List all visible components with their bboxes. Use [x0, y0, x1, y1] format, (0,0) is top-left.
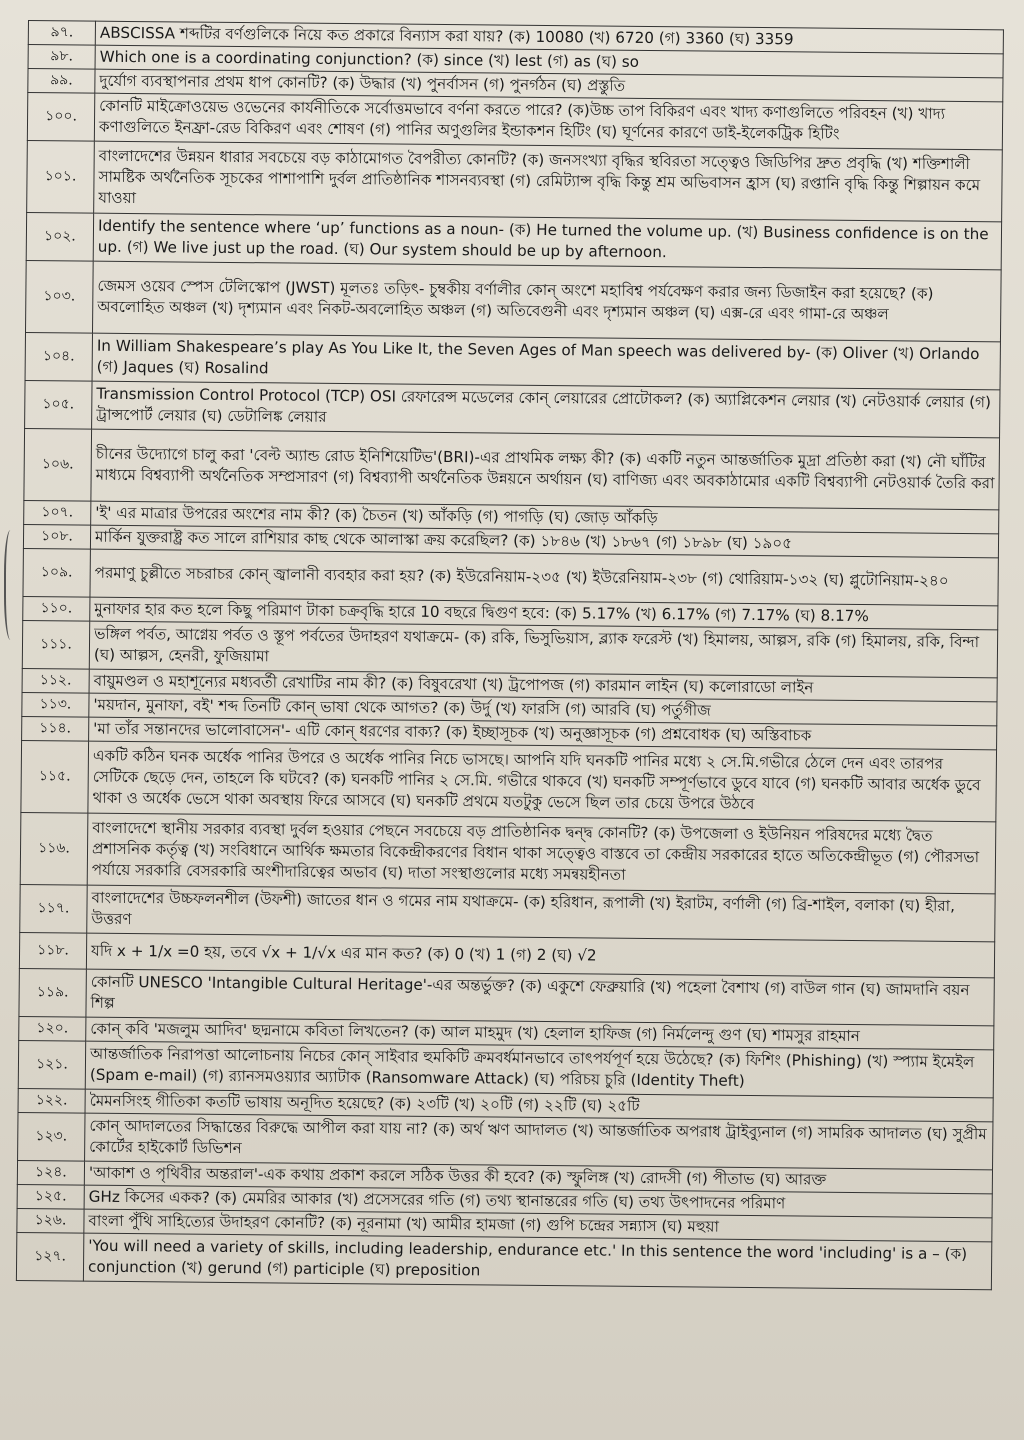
question-text: কোনটি মাইক্রোওয়েভ ওভেনের কার্যনীতিকে সর্বোত্তমভাবে বর্ণনা করতে পারে? (ক)উচ্চ তাপ বিকিরণ এবং খাদ্য কণাগুলিতে পরিবহন (খ) খাদ্য কণাগুলিতে ইনফ্রা-রেড বিকিরণ এবং শোষণ (গ) পানির অণুগুলির ইন্ডাকশন হিটিং (ঘ) ঘূর্ণনের কারণে ডাই-ইলেকট্রিক হিটিং — [94, 93, 1002, 150]
question-number: ১১৭. — [20, 884, 87, 933]
question-number: ১১১. — [22, 620, 89, 669]
question-number: ১০৪. — [25, 332, 92, 381]
question-text: কোনটি UNESCO 'Intangible Cultural Heritage'-এর অন্তর্ভুক্ত? (ক) একুশে ফেব্রুয়ারি (খ) পহেলা বৈশাখ (গ) বাউল গান (ঘ) জামদানি বয়ন শিল্প — [86, 969, 994, 1026]
question-text: একটি কঠিন ঘনক অর্ধেক পানির উপরে ও অর্ধেক পানির নিচে ভাসছে। আপনি যদি ঘনকটি পানির মধ্যে ২ সে.মি.গভীরে ঠেলে দেন এবং তারপর সেটিকে ছেড়ে দেন, তাহলে কি ঘটবে? (ক) ঘনকটি পানির ২ সে.মি. গভীরে থাকবে (খ) ঘনকটি সম্পূর্ণভাবে ডুবে যাবে (গ) ঘনকটি আবার অর্ধেক ডুবে থাকা ও অর্ধেক ভেসে থাকা অবস্থায় ফিরে আসবে (ঘ) ঘনকটি প্রথমে যতটুকু ভেসে ছিল তার চেয়ে উপরে উঠবে — [88, 741, 997, 822]
question-text: 'You will need a variety of skills, including leadership, endurance etc.' In this sentence the word 'including' is a – (ক) conjunction (খ) gerund (গ) participle (ঘ) preposition — [83, 1233, 991, 1290]
question-number: ১১৪. — [22, 716, 89, 741]
pen-margin-mark — [4, 530, 20, 640]
question-number: ৯৮. — [28, 44, 95, 69]
question-text: ভঙ্গিল পর্বত, আগ্নেয় পর্বত ও স্তূপ পর্বতের উদাহরণ যথাক্রমে- (ক) রকি, ভিসুভিয়াস, ব্ল্যাক ফরেস্ট (খ) হিমালয়, আল্পস, রকি (গ) হিমালয়, রকি, বিন্দা (ঘ) আল্পস, হেনরী, ফুজিয়ামা — [89, 621, 997, 678]
question-text: আন্তর্জাতিক নিরাপত্তা আলোচনায় নিচের কোন্ সাইবার হুমকিটি ক্রমবর্ধমানভাবে তাৎপর্যপূর্ণ হয়ে উঠেছে? (ক) ফিশিং (Phishing) (খ) স্প্যাম ইমেইল (Spam e-mail) (গ) র‍্যানসমওয়্যার অ্যাটাক (Ransomware Attack) (ঘ) পরিচয় চুরি (Identity Theft) — [85, 1041, 993, 1098]
question-number: ১২৪. — [17, 1160, 84, 1185]
question-row — [24, 428, 1000, 509]
question-row — [27, 140, 1003, 221]
question-text: 'মা তাঁর সন্তানদের ভালোবাসেন'- এটি কোন্ ধরণের বাক্য? (ক) ইচ্ছাসূচক (খ) অনুজ্ঞাসূচক (গ) প্রশ্নবোধক (ঘ) অস্তিবাচক — [89, 717, 997, 750]
question-row — [21, 740, 997, 821]
question-text: মুনাফার হার কত হলে কিছু পরিমাণ টাকা চক্রবৃদ্ধি হারে 10 বছরে দ্বিগুণ হবে: (ক) 5.17% (খ) 6.17% (গ) 7.17% (ঘ) 8.17% — [90, 597, 998, 630]
question-number: ১২০. — [19, 1016, 86, 1041]
question-text: Which one is a coordinating conjunction? (ক) since (খ) lest (গ) as (ঘ) so — [95, 45, 1003, 78]
question-text: 'ময়দান, মুনাফা, বই' শব্দ তিনটি কোন্ ভাষা থেকে আগত? (ক) উর্দু (খ) ফারসি (গ) আরবি (ঘ) পর্তুগীজ — [89, 693, 997, 726]
question-number: ১০৫. — [25, 380, 92, 429]
question-number: ১২১. — [18, 1040, 85, 1089]
question-number: ১০১. — [27, 140, 95, 213]
question-row — [16, 1232, 991, 1289]
question-number: ১০৬. — [24, 428, 92, 501]
question-text: In William Shakespeare’s play As You Like It, the Seven Ages of Man speech was delivered by- (ক) Oliver (খ) Orlando (গ) Jaques (ঘ) Rosalind — [92, 333, 1000, 390]
question-number: ১১৮. — [19, 932, 86, 969]
question-number: ১০২. — [26, 212, 93, 261]
question-text: বাংলাদেশের উচ্চফলনশীল (উফশী) জাতের ধান ও গমের নাম যথাক্রমে- (ক) হরিধান, রূপালী (খ) ইরাটম, বর্ণালী (গ) ব্রি-শাইল, বলাকা (ঘ) হীরা, উত্তরণ — [87, 885, 995, 942]
question-number: ১০৯. — [23, 548, 90, 597]
question-number: ১২৬. — [17, 1208, 84, 1233]
question-text: দুর্যোগ ব্যবস্থাপনার প্রথম ধাপ কোনটি? (ক) উদ্ধার (খ) পুনর্বাসন (গ) পুনর্গঠন (ঘ) প্রস্তুতি — [95, 69, 1003, 102]
question-number: ১১২. — [22, 668, 89, 693]
question-text: বাংলাদেশের উন্নয়ন ধারার সবচেয়ে বড় কাঠামোগত বৈপরীত্য কোনটি? (ক) জনসংখ্যা বৃদ্ধির স্থবিরতা সত্ত্বেও জিডিপির দ্রুত প্রবৃদ্ধি (খ) শক্তিশালী সামষ্টিক অর্থনৈতিক সূচকের পাশাপাশি দুর্বল প্রাতিষ্ঠানিক শাসনব্যবস্থা (গ) রেমিট্যান্স বৃদ্ধি কিন্তু শ্রম অভিবাসন হ্রাস (ঘ) রপ্তানি বৃদ্ধি কিন্তু শিল্পায়ন কমে যাওয়া — [94, 141, 1003, 222]
question-number: ১১০. — [23, 596, 90, 621]
question-text: GHz কিসের একক? (ক) মেমরির আকার (খ) প্রসেসরের গতি (গ) তথ্য স্থানান্তরের গতি (ঘ) তথ্য উৎপাদনের পরিমাণ — [84, 1185, 992, 1218]
question-text: 'ই' এর মাত্রার উপরের অংশের নাম কী? (ক) চৈতন (খ) আঁকড়ি (গ) পাগড়ি (ঘ) জোড় আঁকড়ি — [91, 501, 999, 534]
question-text: বায়ুমণ্ডল ও মহাশূন্যের মধ্যবর্তী রেখাটির নাম কী? (ক) বিষুবরেখা (খ) ট্রপোপজ (গ) কারমান লাইন (ঘ) কলোরাডো লাইন — [89, 669, 997, 702]
question-text: যদি x + 1/x =0 হয়, তবে √x + 1/√x এর মান কত? (ক) 0 (খ) 1 (গ) 2 (ঘ) √2 — [86, 933, 994, 978]
question-text: Transmission Control Protocol (TCP) OSI রেফারেন্স মডেলের কোন্ লেয়ারের প্রোটোকল? (ক) অ্যাপ্লিকেশন লেয়ার (খ) নেটওয়ার্ক লেয়ার (গ) ট্রান্সপোর্ট লেয়ার (ঘ) ডেটালিঙ্ক লেয়ার — [92, 381, 1000, 438]
question-number: ১০৭. — [24, 500, 91, 525]
question-number: ১২৩. — [18, 1112, 85, 1161]
question-number: ১২২. — [18, 1088, 85, 1113]
question-text: মার্কিন যুক্তরাষ্ট্র কত সালে রাশিয়ার কাছ থেকে আলাস্কা ক্রয় করেছিল? (ক) ১৮৪৬ (খ) ১৮৬৭ (গ) ১৮৯৮ (ঘ) ১৯০৫ — [90, 525, 998, 558]
question-number: ১০০. — [27, 92, 94, 141]
question-number: ৯৭. — [28, 21, 95, 46]
question-number: ১১৫. — [21, 740, 89, 813]
question-number: ১২৭. — [16, 1232, 83, 1281]
question-text: ABSCISSA শব্দটির বর্ণগুলিকে নিয়ে কত প্রকারে বিন্যাস করা যায়? (ক) 10080 (খ) 6720 (গ) 3360 (ঘ) 3359 — [95, 21, 1003, 54]
question-number: ১১৯. — [19, 968, 86, 1017]
question-row — [26, 260, 1002, 341]
question-text: চীনের উদ্যোগে চালু করা 'বেল্ট অ্যান্ড রোড ইনিশিয়েটিভ'(BRI)-এর প্রাথমিক লক্ষ্য কী? (ক) একটি নতুন আন্তর্জাতিক মুদ্রা প্রতিষ্ঠা করা (খ) নৌ ঘাঁটির মাধ্যমে বিশ্বব্যাপী অর্থনৈতিক সম্প্রসারণ (গ) বিশ্বব্যাপী অর্থনৈতিক উন্নয়নে অর্থায়ন (ঘ) বাণিজ্য এবং অবকাঠামোর একটি বিশ্বব্যাপী নেটওয়ার্ক তৈরি করা — [91, 429, 1000, 510]
question-text: 'আকাশ ও পৃথিবীর অন্তরাল'-এক কথায় প্রকাশ করলে সঠিক উত্তর কী হবে? (ক) স্ফুলিঙ্গ (খ) রোদসী (গ) পীতাভ (ঘ) আরক্ত — [84, 1161, 992, 1194]
question-text: Identify the sentence where ‘up’ functions as a noun- (ক) He turned the volume up. (খ) Business confidence is on the up. (গ) We live just up the road. (ঘ) Our system should be up by afternoon. — [93, 213, 1001, 270]
question-text: কোন্ আদালতের সিদ্ধান্তের বিরুদ্ধে আপীল করা যায় না? (ক) অর্থ ঋণ আদালত (খ) আন্তর্জাতিক অপরাধ ট্রাইব্যুনাল (গ) সামরিক আদালত (ঘ) সুপ্রীম কোর্টের হাইকোর্ট ডিভিশন — [85, 1113, 993, 1170]
question-text: বাংলা পুঁথি সাহিত্যের উদাহরণ কোনটি? (ক) নূরনামা (খ) আমীর হামজা (গ) গুপি চন্দ্রের সন্ন্যাস (ঘ) মহুয়া — [84, 1209, 992, 1242]
question-text: জেমস ওয়েব স্পেস টেলিস্কোপ (JWST) মূলতঃ তড়িৎ- চুম্বকীয় বর্ণালীর কোন্ অংশে মহাবিশ্ব পর্যবেক্ষণ করার জন্য ডিজাইন করা হয়েছে? (ক) অবলোহিত অঞ্চল (খ) দৃশ্যমান এবং নিকট-অবলোহিত অঞ্চল (গ) অতিবেগুনী এবং দৃশ্যমান অঞ্চল (ঘ) এক্স-রে এবং গামা-রে অঞ্চল — [92, 261, 1001, 342]
question-text: কোন্ কবি 'মজলুম আদিব' ছদ্মনামে কবিতা লিখতেন? (ক) আল মাহমুদ (খ) হেলাল হাফিজ (গ) নির্মলেন্দু গুণ (ঘ) শামসুর রাহমান — [86, 1017, 994, 1050]
question-number: ১০৮. — [23, 524, 90, 549]
question-number: ১১৬. — [20, 812, 88, 885]
question-sheet — [16, 20, 1004, 1290]
question-number: ১১৩. — [22, 692, 89, 717]
question-text: বাংলাদেশে স্থানীয় সরকার ব্যবস্থা দুর্বল হওয়ার পেছনে সবচেয়ে বড় প্রাতিষ্ঠানিক দ্বন্দ্ব কোনটি? (ক) উপজেলা ও ইউনিয়ন পরিষদের মধ্যে দ্বৈত প্রশাসনিক কর্তৃত্ব (খ) সংবিধানে আর্থিক ক্ষমতার বিকেন্দ্রীকরণের বিধান থাকা সত্ত্বেও বাস্তবে তা কেন্দ্রীয় সরকারের হাতে অতিকেন্দ্রীভূত (গ) পৌরসভা পর্যায়ে সরকারি বেসরকারি অংশীদারিত্বের অভাব (ঘ) দাতা সংস্থাগুলোর মধ্যে সমন্বয়হীনতা — [87, 813, 996, 894]
question-text: পরমাণু চুল্লীতে সচরাচর কোন্ জ্বালানী ব্যবহার করা হয়? (ক) ইউরেনিয়াম-২৩৫ (খ) ইউরেনিয়াম-২৩৮ (গ) থোরিয়াম-১৩২ (ঘ) প্লুটোনিয়াম-২৪০ — [90, 549, 998, 606]
question-number: ১০৩. — [26, 260, 94, 333]
question-number: ৯৯. — [28, 68, 95, 93]
question-row — [20, 812, 996, 893]
question-number: ১২৫. — [17, 1184, 84, 1209]
question-list — [16, 21, 1003, 1290]
question-table — [16, 20, 1004, 1290]
question-text: মৈমনসিংহ গীতিকা কতটি ভাষায় অনূদিত হয়েছে? (ক) ২৩টি (খ) ২০টি (গ) ২২টি (ঘ) ২৫টি — [85, 1089, 993, 1122]
